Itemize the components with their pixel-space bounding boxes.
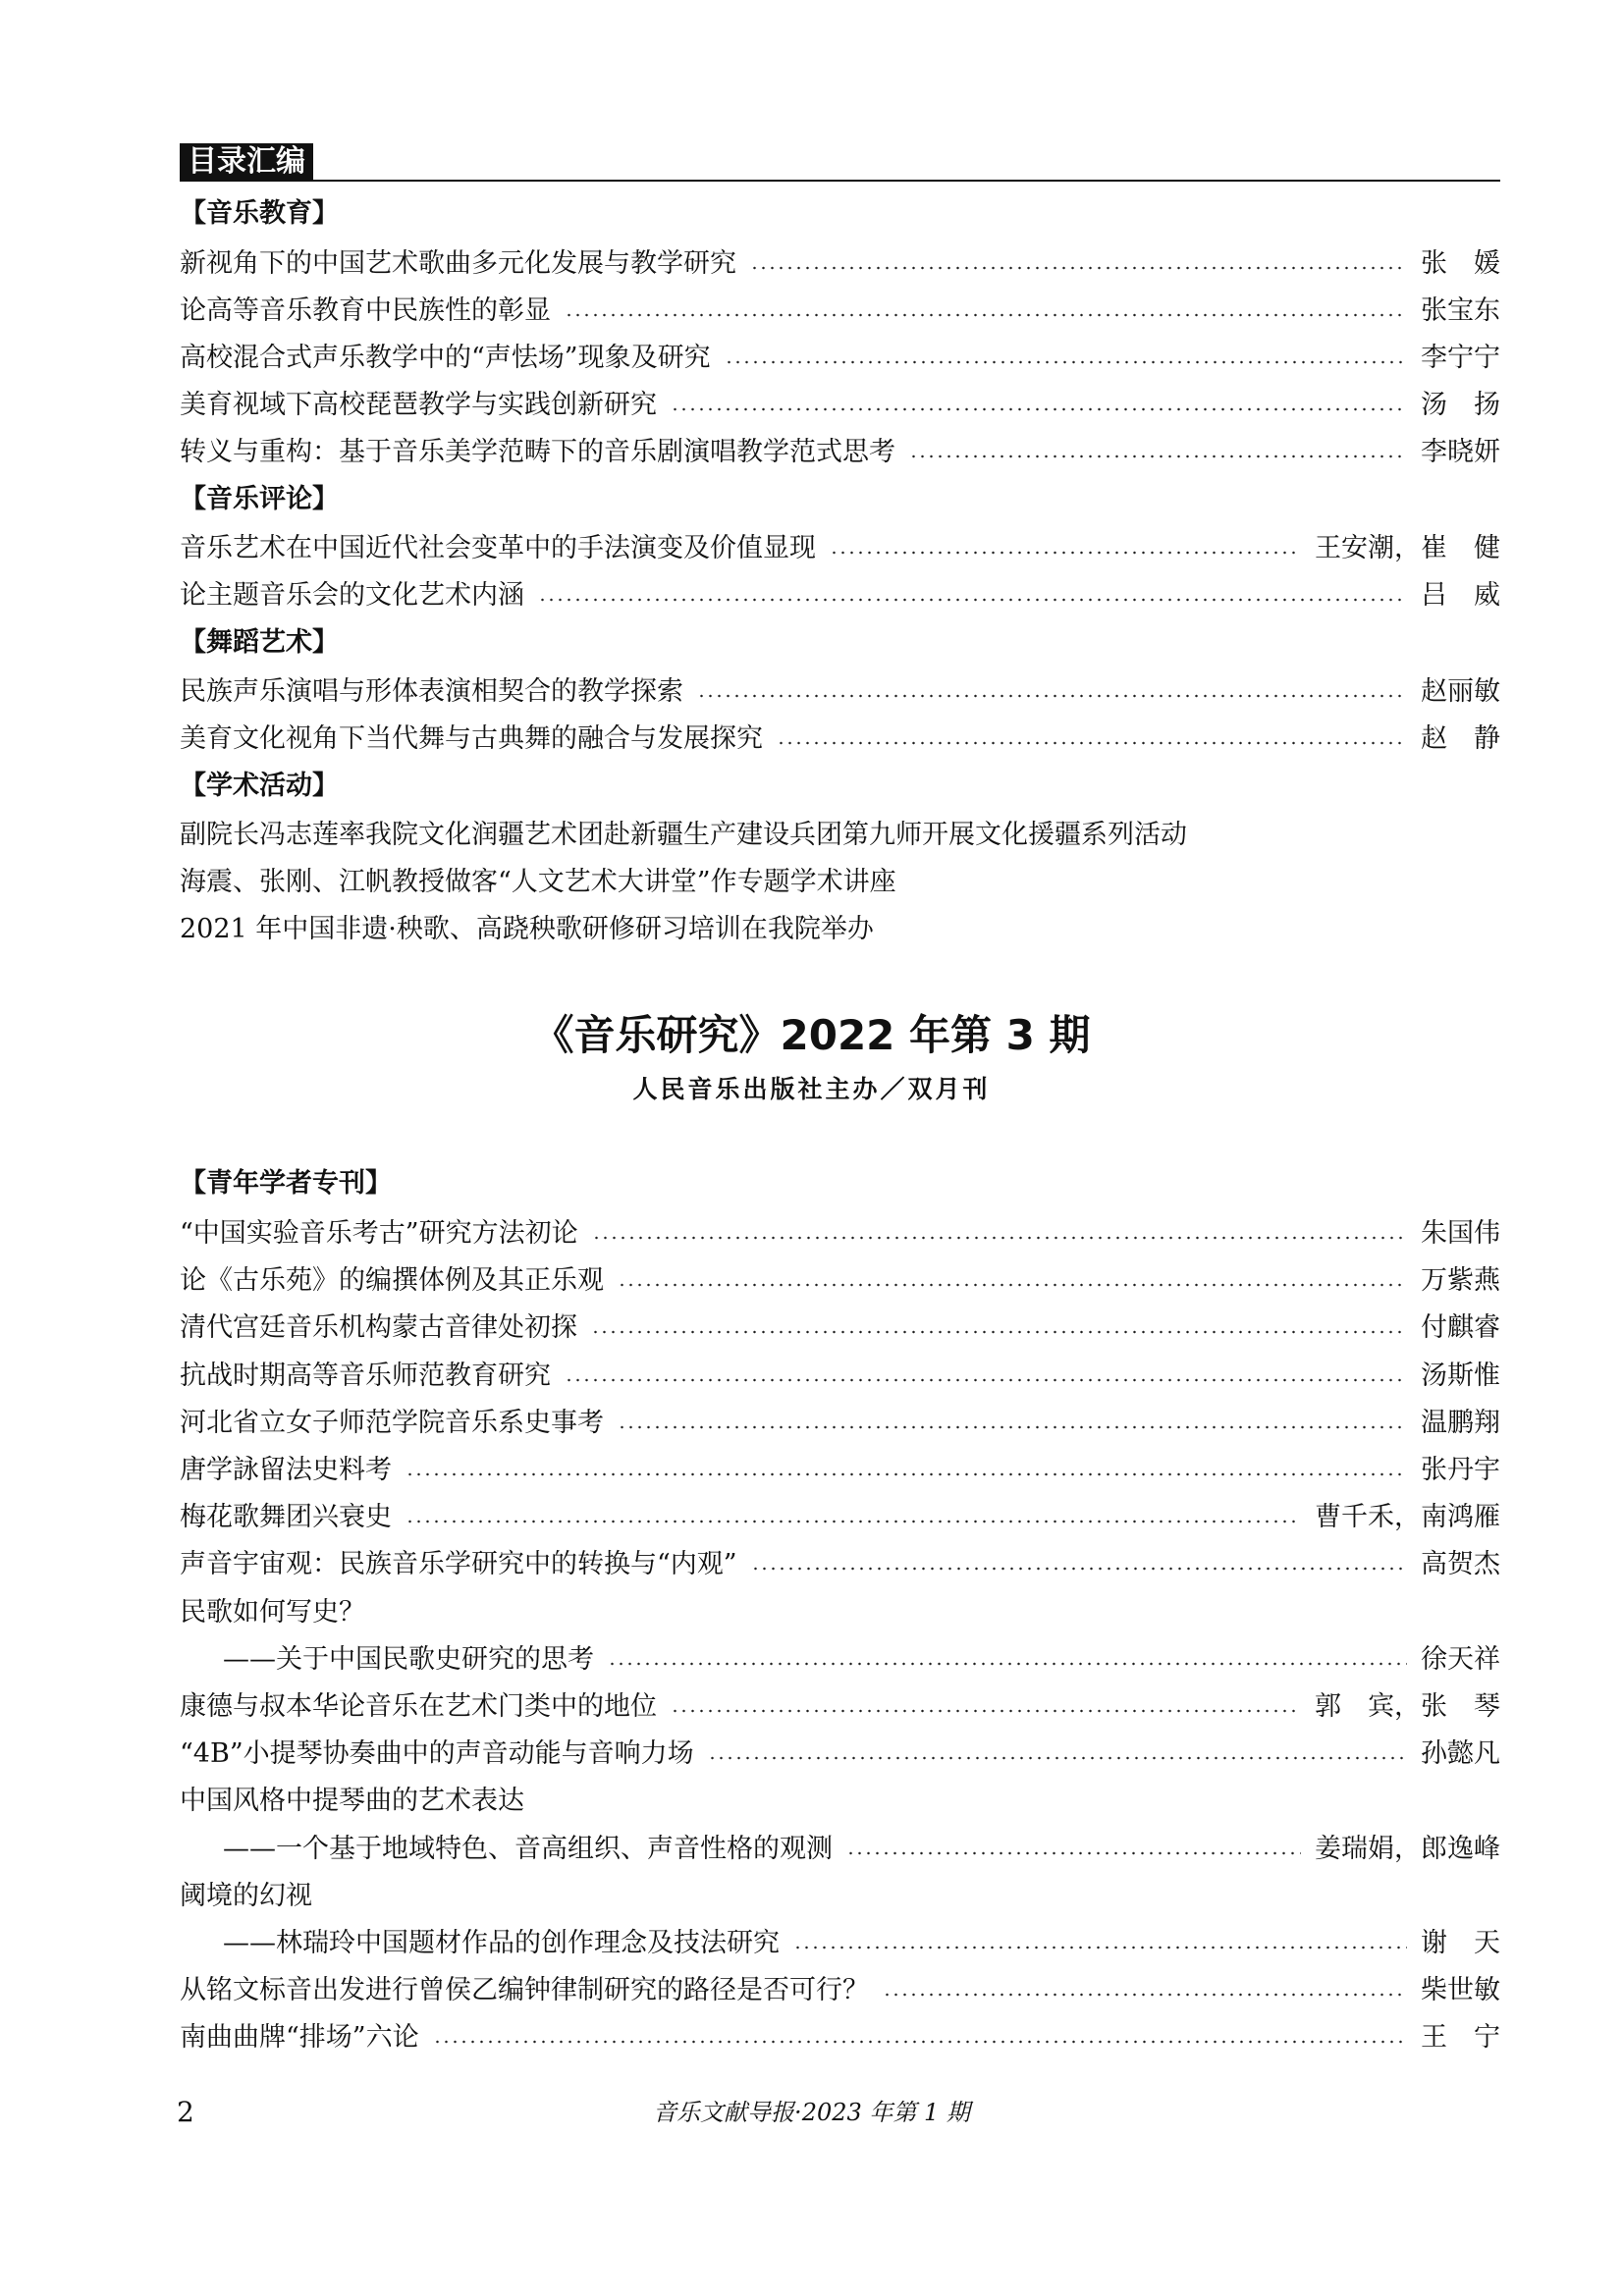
toc-entry (180, 1449, 1500, 1492)
toc-entry (180, 290, 1500, 333)
toc-entry-title: 新视角下的中国艺术歌曲多元化发展与教学研究 (180, 248, 736, 279)
leader-dots (708, 1756, 1407, 1760)
section-heading-young-scholars: 【青年学者专刊】 (180, 1168, 392, 1199)
toc-entry-author: 王安潮，崔 健 (1315, 533, 1500, 563)
section-heading-academic-activities: 【学术活动】 (180, 771, 339, 801)
leader-dots (909, 454, 1407, 458)
toc-entry-title: “4B”小提琴协奏曲中的声音动能与音响力场 (180, 1738, 694, 1769)
toc-entry-author: 汤斯惟 (1421, 1361, 1500, 1391)
toc-entry (180, 1402, 1500, 1445)
toc-entry (180, 337, 1500, 380)
leader-dots (846, 1851, 1301, 1855)
toc-entry-title: 康德与叔本华论音乐在艺术门类中的地位 (180, 1691, 657, 1722)
toc-entry-author: 李晓妍 (1421, 437, 1500, 467)
leader-dots (750, 266, 1407, 270)
toc-entry-author: 温鹏翔 (1421, 1408, 1500, 1438)
toc-entry (180, 1496, 1500, 1539)
catalog-header-tag: 目录汇编 (180, 143, 313, 181)
toc-entry-author: 赵 静 (1421, 723, 1500, 754)
toc-entry-title: 美育视域下高校琵琶教学与实践创新研究 (180, 390, 657, 420)
leader-dots (883, 1993, 1407, 1997)
leader-dots (591, 1330, 1407, 1334)
toc-entry (180, 1307, 1500, 1350)
leader-dots (406, 1520, 1301, 1523)
toc-entry-author: 汤 扬 (1421, 390, 1500, 420)
toc-entry-author: 高贺杰 (1421, 1549, 1500, 1579)
toc-entry-author: 曹千禾，南鸿雁 (1315, 1502, 1500, 1532)
toc-entry (180, 1969, 1500, 2012)
toc-entry (180, 718, 1500, 761)
activity-item: 2021 年中国非遗·秧歌、高跷秧歌研修研习培训在我院举办 (180, 914, 874, 944)
toc-entry-title: ——一个基于地域特色、音高组织、声音性格的观测 (223, 1834, 833, 1864)
toc-entry-title: 从铭文标音出发进行曾侯乙编钟律制研究的路径是否可行？ (180, 1975, 869, 2005)
toc-subtitle-entry (223, 1922, 1500, 1965)
toc-entry-title: 河北省立女子师范学院音乐系史事考 (180, 1408, 604, 1438)
toc-entry-title: ——关于中国民歌史研究的思考 (223, 1644, 594, 1675)
issue-title: 《音乐研究》2022 年第 3 期 (532, 1011, 1091, 1059)
toc-entry (180, 1685, 1500, 1729)
leader-dots (565, 313, 1407, 317)
section-heading-dance-art: 【舞蹈艺术】 (180, 627, 339, 658)
toc-entry-title: 高校混合式声乐教学中的“声怯场”现象及研究 (180, 343, 711, 373)
toc-entry-title: 音乐艺术在中国近代社会变革中的手法演变及价值显现 (180, 533, 816, 563)
toc-entry-title: 中国风格中提琴曲的艺术表达 (180, 1786, 524, 1816)
toc-entry-author: 孙懿凡 (1421, 1738, 1500, 1769)
toc-entry-author: 朱国伟 (1421, 1218, 1500, 1249)
leader-dots (697, 694, 1407, 698)
toc-entry (180, 574, 1500, 617)
toc-entry-title: 论高等音乐教育中民族性的彰显 (180, 295, 551, 326)
toc-entry-author: 姜瑞娟，郎逸峰 (1315, 1834, 1500, 1864)
toc-entry-title: 清代宫廷音乐机构蒙古音律处初探 (180, 1312, 577, 1343)
toc-entry (180, 1212, 1500, 1255)
toc-entry (180, 527, 1500, 570)
activity-item: 副院长冯志莲率我院文化润疆艺术团赴新疆生产建设兵团第九师开展文化援疆系列活动 (180, 820, 1187, 850)
toc-entry-author: 张宝东 (1421, 295, 1500, 326)
toc-entry-author: 王 宁 (1421, 2022, 1500, 2053)
leader-dots (433, 2040, 1407, 2044)
toc-entry-title: 抗战时期高等音乐师范教育研究 (180, 1361, 551, 1391)
toc-entry-title: 美育文化视角下当代舞与古典舞的融合与发展探究 (180, 723, 763, 754)
leader-dots (592, 1236, 1407, 1240)
toc-entry-author: 柴世敏 (1421, 1975, 1500, 2005)
toc-entry-title: ——林瑞玲中国题材作品的创作理念及技法研究 (223, 1928, 780, 1958)
toc-entry-author: 赵丽敏 (1421, 676, 1500, 707)
toc-entry-author: 吕 威 (1421, 580, 1500, 611)
leader-dots (608, 1662, 1407, 1666)
toc-entry-title: 论《古乐苑》的编撰体例及其正乐观 (180, 1265, 604, 1296)
toc-entry-title: 转义与重构：基于音乐美学范畴下的音乐剧演唱教学范式思考 (180, 437, 895, 467)
section-heading-music-education: 【音乐教育】 (180, 198, 339, 229)
toc-entry (180, 1543, 1500, 1586)
toc-entry (180, 1355, 1500, 1398)
toc-entry (180, 242, 1500, 286)
activity-item: 海震、张刚、江帆教授做客“人文艺术大讲堂”作专题学术讲座 (180, 867, 896, 897)
toc-entry-author: 张 媛 (1421, 248, 1500, 279)
toc-entry (180, 384, 1500, 427)
toc-entry-author: 谢 天 (1421, 1928, 1500, 1958)
leader-dots (751, 1567, 1407, 1571)
section-heading-music-criticism: 【音乐评论】 (180, 484, 339, 514)
toc-entry-author: 郭 宾，张 琴 (1315, 1691, 1500, 1722)
toc-entry-title: 唐学詠留法史料考 (180, 1455, 392, 1485)
toc-entry (180, 1259, 1500, 1303)
toc-subtitle-entry (223, 1828, 1500, 1871)
leader-dots (538, 598, 1407, 602)
leader-dots (725, 360, 1407, 364)
leader-dots (777, 741, 1407, 745)
leader-dots (671, 1709, 1301, 1713)
toc-entry (180, 1733, 1500, 1776)
page-number: 2 (177, 2096, 194, 2128)
toc-entry-title: 梅花歌舞团兴衰史 (180, 1502, 392, 1532)
journal-footer: 音乐文献导报·2023 年第 1 期 (653, 2099, 970, 2126)
toc-entry-title: “中国实验音乐考古”研究方法初论 (180, 1218, 578, 1249)
issue-subtitle: 人民音乐出版社主办／双月刊 (632, 1075, 991, 1103)
leader-dots (671, 407, 1407, 411)
toc-entry-title: 声音宇宙观：民族音乐学研究中的转换与“内观” (180, 1549, 737, 1579)
leader-dots (618, 1425, 1407, 1429)
toc-entry-title: 民族声乐演唱与形体表演相契合的教学探索 (180, 676, 683, 707)
header-rule (180, 180, 1500, 182)
toc-entry-author: 徐天祥 (1421, 1644, 1500, 1675)
leader-dots (406, 1472, 1407, 1476)
toc-entry-title: 民歌如何写史？ (180, 1597, 365, 1628)
toc-entry-author: 张丹宇 (1421, 1455, 1500, 1485)
toc-entry-author: 李宁宁 (1421, 343, 1500, 373)
toc-entry (180, 2016, 1500, 2059)
leader-dots (565, 1378, 1407, 1382)
toc-entry-author: 万紫燕 (1421, 1265, 1500, 1296)
leader-dots (618, 1283, 1407, 1287)
toc-entry-title: 论主题音乐会的文化艺术内涵 (180, 580, 524, 611)
toc-entry-title: 南曲曲牌“排场”六论 (180, 2022, 419, 2053)
toc-entry (180, 670, 1500, 714)
toc-entry (180, 431, 1500, 474)
leader-dots (830, 551, 1301, 555)
toc-entry-title: 阈境的幻视 (180, 1881, 312, 1911)
toc-subtitle-entry (223, 1638, 1500, 1682)
leader-dots (793, 1946, 1407, 1949)
toc-entry-author: 付麒睿 (1421, 1312, 1500, 1343)
